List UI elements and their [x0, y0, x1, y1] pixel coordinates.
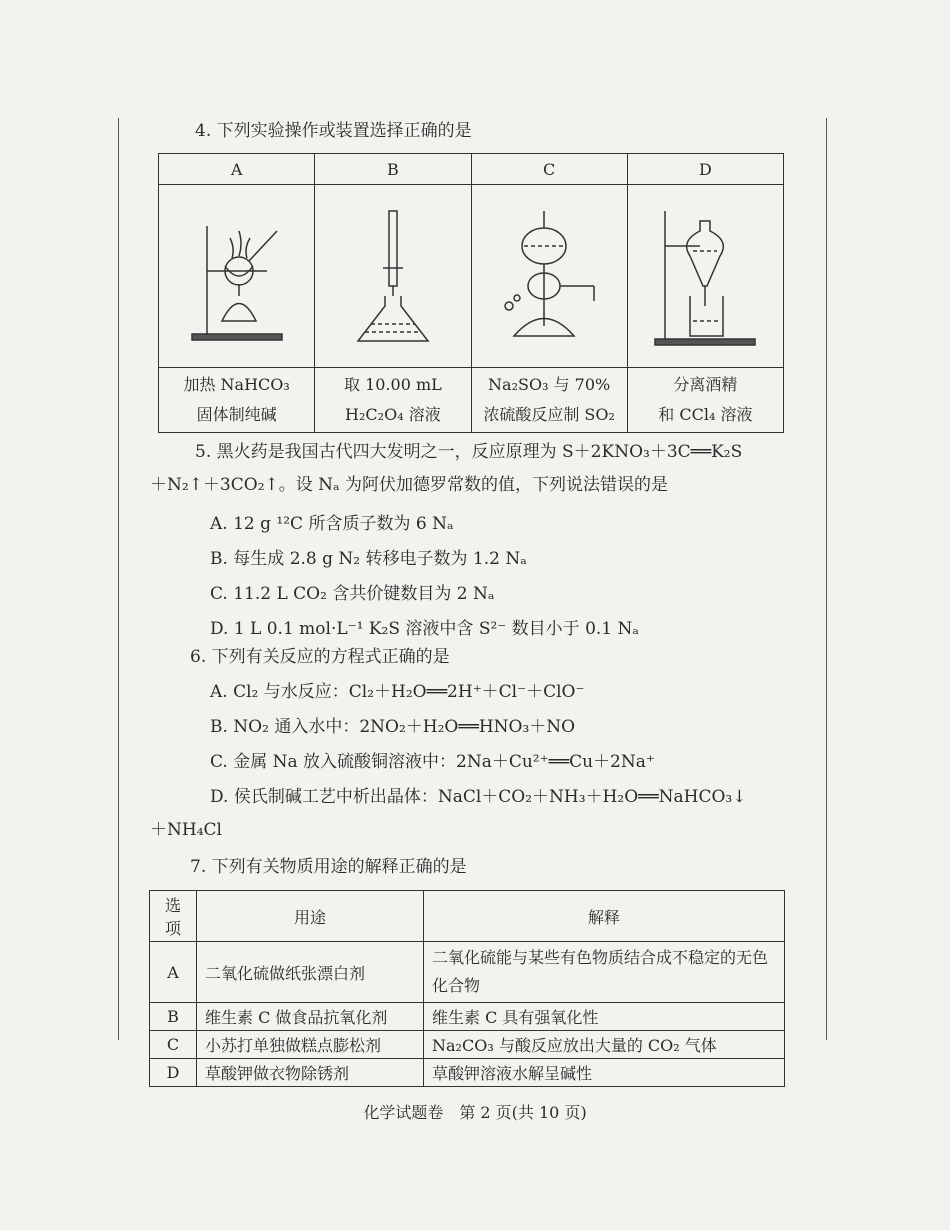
- q4-apparatus-table: [158, 153, 784, 433]
- q7-opt: D: [150, 1059, 197, 1087]
- q6-stem: 6. 下列有关反应的方程式正确的是: [190, 647, 450, 667]
- q5-block: [150, 438, 790, 644]
- q7-use: 维生素 C 做食品抗氧化剂: [197, 1003, 424, 1031]
- q4-caption: Na₂SO₃ 与 70%: [488, 375, 611, 394]
- q4-caption: 加热 NaHCO₃: [183, 375, 290, 394]
- table-row: [150, 942, 785, 1003]
- q6-option: D. 侯氏制碱工艺中析出晶体：NaCl＋CO₂＋NH₃＋H₂O══NaHCO₃↓: [210, 787, 747, 807]
- q6-block: [150, 643, 810, 845]
- q6-option: B. NO₂ 通入水中：2NO₂＋H₂O══HNO₃＋NO: [210, 717, 576, 737]
- q7-header: 选项: [150, 891, 197, 942]
- q4-option-letter: D: [627, 154, 783, 185]
- page-footer: 化学试题卷 第 2 页(共 10 页): [363, 1103, 587, 1122]
- q4-caption: 取 10.00 mL: [343, 375, 442, 394]
- q5-option: B. 每生成 2.8 g N₂ 转移电子数为 1.2 Nₐ: [210, 549, 527, 569]
- q4-option-letter: A: [159, 154, 315, 185]
- q5-option: D. 1 L 0.1 mol·L⁻¹ K₂S 溶液中含 S²⁻ 数目小于 0.1 Nₐ: [210, 619, 639, 639]
- q7-exp: 二氧化硫能与某些有色物质结合成不稳定的无色化合物: [424, 942, 785, 1003]
- right-margin-line: [826, 118, 827, 1040]
- q5-stem-line2: ＋N₂↑＋3CO₂↑。设 Nₐ 为阿伏加德罗常数的值，下列说法错误的是: [150, 475, 668, 495]
- q7-exp: 维生素 C 具有强氧化性: [424, 1003, 785, 1031]
- q7-table: [149, 890, 785, 1087]
- q7-exp: Na₂CO₃ 与酸反应放出大量的 CO₂ 气体: [424, 1031, 785, 1059]
- q4-stem: 4. 下列实验操作或装置选择正确的是: [195, 121, 472, 141]
- heating-crucible-icon: [159, 185, 315, 368]
- table-row: [150, 1003, 785, 1031]
- q5-option: A. 12 g ¹²C 所含质子数为 6 Nₐ: [210, 514, 454, 534]
- separatory-funnel-icon: [627, 185, 783, 368]
- burette-flask-icon: [315, 185, 471, 368]
- table-row: [150, 1059, 785, 1087]
- q4-option-letter: B: [315, 154, 471, 185]
- q7-use: 二氧化硫做纸张漂白剂: [197, 942, 424, 1003]
- table-row: [150, 1031, 785, 1059]
- q7-use: 草酸钾做衣物除锈剂: [197, 1059, 424, 1087]
- q7-use: 小苏打单独做糕点膨松剂: [197, 1031, 424, 1059]
- q7-opt: C: [150, 1031, 197, 1059]
- q7-header: 解释: [424, 891, 785, 942]
- q7-stem: 7. 下列有关物质用途的解释正确的是: [190, 857, 467, 877]
- q5-stem-line1: 5. 黑火药是我国古代四大发明之一，反应原理为 S＋2KNO₃＋3C══K₂S: [195, 442, 743, 462]
- q4-caption: 分离酒精: [673, 375, 738, 394]
- q6-option: C. 金属 Na 放入硫酸铜溶液中：2Na＋Cu²⁺══Cu＋2Na⁺: [210, 752, 655, 772]
- kipp-generator-icon: [471, 185, 627, 368]
- left-margin-line: [118, 118, 119, 1040]
- q4-caption: 浓硫酸反应制 SO₂: [483, 405, 615, 424]
- q4-option-letter: C: [471, 154, 627, 185]
- q7-opt: B: [150, 1003, 197, 1031]
- q4-caption: 和 CCl₄ 溶液: [658, 405, 753, 424]
- q4-caption: H₂C₂O₄ 溶液: [345, 405, 441, 424]
- q6-option-d-cont: ＋NH₄Cl: [150, 820, 222, 840]
- q4-caption: 固体制纯碱: [196, 405, 277, 424]
- q6-option: A. Cl₂ 与水反应：Cl₂＋H₂O══2H⁺＋Cl⁻＋ClO⁻: [210, 682, 585, 702]
- q7-exp: 草酸钾溶液水解呈碱性: [424, 1059, 785, 1087]
- q5-option: C. 11.2 L CO₂ 含共价键数目为 2 Nₐ: [210, 584, 495, 604]
- q7-opt: A: [150, 942, 197, 1003]
- q7-header: 用途: [197, 891, 424, 942]
